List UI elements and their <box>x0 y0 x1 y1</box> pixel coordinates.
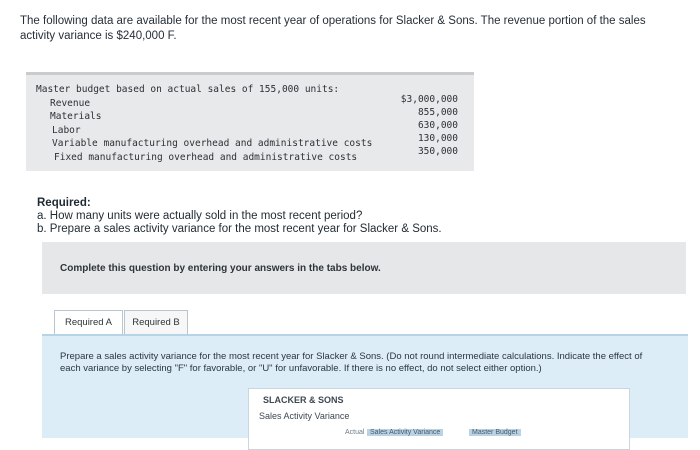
column-header-variance: Sales Activity Variance <box>367 429 443 436</box>
budget-row-label: Fixed manufacturing overhead and administrative costs <box>54 152 358 163</box>
required-heading: Required: <box>37 197 91 209</box>
complete-question-text: Complete this question by entering your answers in the tabs below. <box>60 263 381 274</box>
report-column-headers <box>249 429 629 439</box>
budget-row-amount: 130,000 <box>417 133 458 144</box>
budget-row-label: Labor <box>52 125 81 136</box>
budget-row-amount: $3,000,000 <box>400 94 458 105</box>
report-company: SLACKER & SONS <box>263 395 344 405</box>
budget-row-label: Revenue <box>50 98 91 109</box>
tab-required-b[interactable]: Required B <box>124 310 188 336</box>
required-item-b: b. Prepare a sales activity variance for the most recent year for Slacker & Sons. <box>37 223 442 235</box>
master-budget-table <box>26 72 474 171</box>
instructions-banner <box>42 242 686 294</box>
report-title: Sales Activity Variance <box>259 411 350 421</box>
panel-instructions: Prepare a sales activity variance for the most recent year for Slacker & Sons. (Do not round intermediate calculations. Indicate the effect of each variance by selecting "F" for favorable, or "U" for unfavorable. If there is no effect, do not select either option.) <box>60 351 643 374</box>
tab-required-a[interactable]: Required A <box>54 310 123 336</box>
budget-header: Master budget based on actual sales of 155,000 units: <box>36 84 340 95</box>
required-section <box>37 197 442 236</box>
budget-row-amount: 350,000 <box>417 146 458 157</box>
intro-text: The following data are available for the most recent year of operations for Slacker & Sons. The revenue portion of the sales activity variance is $240,000 F. <box>20 15 646 42</box>
report-form <box>248 388 630 450</box>
column-header-master-budget: Master Budget <box>469 429 521 436</box>
budget-row-amount: 630,000 <box>417 120 458 131</box>
column-header-actual: Actual <box>345 429 365 436</box>
budget-row-label: Variable manufacturing overhead and administrative costs <box>52 138 373 149</box>
budget-row-label: Materials <box>50 111 102 122</box>
answer-panel <box>42 334 688 438</box>
required-item-a: a. How many units were actually sold in the most recent period? <box>37 210 363 222</box>
budget-row-amount: 855,000 <box>417 107 458 118</box>
